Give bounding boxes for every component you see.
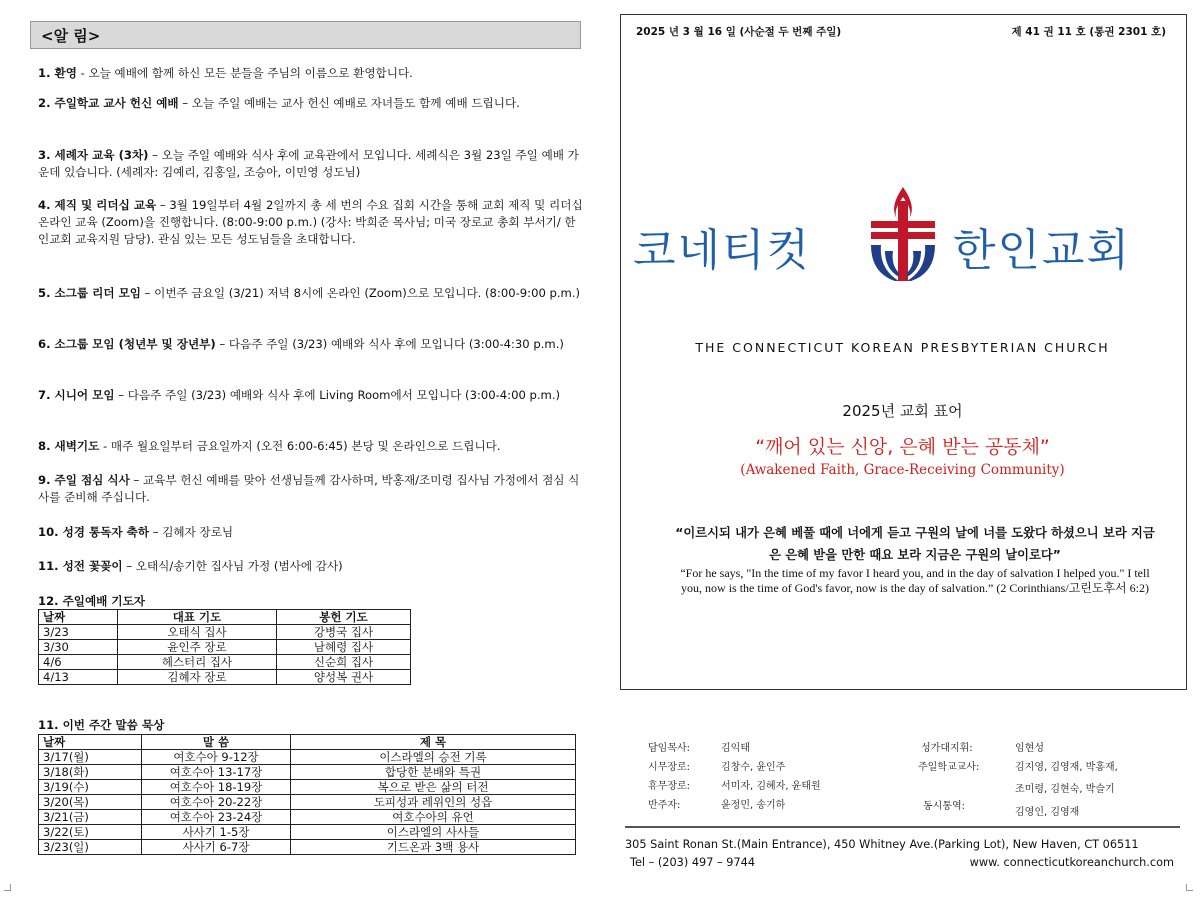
church-name-korean-left: 코네티컷 bbox=[633, 225, 812, 276]
page-corner-mark bbox=[4, 884, 11, 891]
motto-english: (Awakened Faith, Grace-Receiving Community) bbox=[740, 462, 1065, 478]
staff-label: 반주자: bbox=[648, 800, 681, 811]
staff-value: 김영인, 김영재 bbox=[1015, 807, 1080, 818]
announcement-item: 11. 성전 꽃꽂이 – 오태식/송기한 집사님 가정 (범사에 감사) bbox=[38, 559, 343, 573]
staff-label: 주일학교교사: bbox=[918, 762, 980, 773]
staff-value: 윤정민, 송기하 bbox=[721, 800, 786, 811]
table-cell: 3/18(화) bbox=[39, 765, 142, 780]
table-cell: 여호수아 9-12장 bbox=[142, 750, 291, 765]
table-cell: 양성복 권사 bbox=[277, 670, 411, 685]
staff-label: 시무장로: bbox=[648, 762, 691, 773]
staff-label: 성가대지휘: bbox=[921, 743, 973, 754]
announcement-item: 10. 성경 통독자 축하 – 김혜자 장로님 bbox=[38, 525, 234, 539]
table-cell: 4/6 bbox=[39, 655, 118, 670]
church-logo-icon bbox=[865, 185, 941, 285]
table-cell: 여호수아 13-17장 bbox=[142, 765, 291, 780]
table-header: 날짜 bbox=[39, 610, 118, 625]
table-cell: 복으로 받은 삶의 터전 bbox=[291, 780, 576, 795]
church-name-korean-right: 한인교회 bbox=[953, 225, 1132, 276]
verse-english: “For he says, "In the time of my favor I heard you, and in the day of salvation I helped you." I tell you, now is the time of God's favor, now is the day of salvation.” (2 Corinthians/고린도후서 6:2) bbox=[680, 566, 1150, 595]
table-cell: 3/23 bbox=[39, 625, 118, 640]
announcement-item: 4. 제직 및 리더십 교육 – 3월 19일부터 4월 2일까지 총 세 번의 수요 집회 시간을 통해 교회 제직 및 리더십 온라인 교육 (Zoom)을 진행합니다. (8:00-9:00 p.m.) (강사: 박희준 목사님; 미국 장로교 총회 부서기/ 한인교회 교육지원 담당). 관심 있는 모든 성도님들을 초대합니다. bbox=[38, 198, 583, 246]
meditation-table-title: 11. 이번 주간 말씀 묵상 bbox=[38, 718, 165, 732]
table-row bbox=[39, 765, 576, 780]
staff-label: 담임목사: bbox=[648, 743, 691, 754]
table-header: 날짜 bbox=[39, 735, 142, 750]
motto-korean: “깨어 있는 신앙, 은혜 받는 공동체” bbox=[755, 436, 1050, 458]
announcement-item: 5. 소그룹 리더 모임 – 이번주 금요일 (3/21) 저녁 8시에 온라인 (Zoom)으로 모입니다. (8:00-9:00 p.m.) bbox=[38, 286, 581, 300]
table-row bbox=[39, 840, 576, 855]
footer-website: www. connecticutkoreanchurch.com bbox=[969, 856, 1174, 869]
table-cell: 여호수아 20-22장 bbox=[142, 795, 291, 810]
table-cell: 3/19(수) bbox=[39, 780, 142, 795]
table-cell: 4/13 bbox=[39, 670, 118, 685]
table-row bbox=[39, 810, 576, 825]
table-row bbox=[39, 625, 411, 640]
table-row bbox=[39, 795, 576, 810]
staff-value: 김창수, 윤인주 bbox=[721, 762, 786, 773]
table-cell: 3/30 bbox=[39, 640, 118, 655]
table-cell: 3/20(목) bbox=[39, 795, 142, 810]
table-cell: 남혜령 집사 bbox=[277, 640, 411, 655]
table-cell: 도피성과 레위인의 성읍 bbox=[291, 795, 576, 810]
notice-header: <알 림> bbox=[30, 21, 581, 49]
table-header: 말 씀 bbox=[142, 735, 291, 750]
announcement-item: 7. 시니어 모임 – 다음주 주일 (3/23) 예배와 식사 후에 Living Room에서 모입니다 (3:00-4:00 p.m.) bbox=[38, 388, 561, 402]
table-header: 봉헌 기도 bbox=[277, 610, 411, 625]
table-cell: 김혜자 장로 bbox=[118, 670, 277, 685]
prayer-table bbox=[38, 609, 411, 685]
table-cell: 이스라엘의 승전 기록 bbox=[291, 750, 576, 765]
table-row bbox=[39, 670, 411, 685]
staff-value: 임현성 bbox=[1015, 743, 1044, 754]
meditation-table bbox=[38, 734, 576, 855]
table-cell: 이스라엘의 사사들 bbox=[291, 825, 576, 840]
table-row bbox=[39, 655, 411, 670]
table-row bbox=[39, 825, 576, 840]
prayer-table-title: 12. 주일예배 기도자 bbox=[38, 594, 146, 608]
staff-label: 동시통역: bbox=[923, 801, 966, 812]
announcement-item: 6. 소그룹 모임 (청년부 및 장년부) – 다음주 주일 (3/23) 예배와 식사 후에 모입니다 (3:00-4:30 p.m.) bbox=[38, 337, 564, 351]
announcement-item: 9. 주일 점심 식사 – 교육부 헌신 예배를 맞아 선생님들께 감사하며, 박홍재/조미령 집사님 가정에서 점심 식사를 준비해 주십니다. bbox=[38, 473, 580, 504]
table-cell: 기드온과 3백 용사 bbox=[291, 840, 576, 855]
motto-title: 2025년 교회 표어 bbox=[842, 402, 963, 420]
issue-number: 제 41 권 11 호 (통권 2301 호) bbox=[1011, 26, 1166, 38]
staff-value: 김지영, 김영재, 박홍재, bbox=[1015, 762, 1118, 773]
staff-label: 휴무장로: bbox=[648, 781, 691, 792]
table-cell: 합당한 분배와 특권 bbox=[291, 765, 576, 780]
table-cell: 신순희 집사 bbox=[277, 655, 411, 670]
table-row bbox=[39, 640, 411, 655]
footer-phone: Tel – (203) 497 – 9744 bbox=[630, 856, 756, 869]
table-cell: 윤인주 장로 bbox=[118, 640, 277, 655]
table-cell: 3/22(토) bbox=[39, 825, 142, 840]
page-corner-mark bbox=[1186, 884, 1193, 891]
table-header-row bbox=[39, 610, 411, 625]
table-cell: 헤스터리 집사 bbox=[118, 655, 277, 670]
footer-address: 305 Saint Ronan St.(Main Entrance), 450 Whitney Ave.(Parking Lot), New Haven, CT 06511 bbox=[625, 838, 1139, 851]
table-header: 제 목 bbox=[291, 735, 576, 750]
bulletin-date: 2025 년 3 월 16 일 (사순절 두 번째 주일) bbox=[636, 26, 842, 38]
table-cell: 여호수아의 유언 bbox=[291, 810, 576, 825]
announcement-item: 1. 환영 - 오늘 예배에 함께 하신 모든 분들을 주님의 이름으로 환영합니다. bbox=[38, 66, 413, 80]
verse-korean: “이르시되 내가 은혜 베풀 때에 너에게 듣고 구원의 날에 너를 도왔다 하셨으니 보라 지금은 은혜 받을 만한 때요 보라 지금은 구원의 날이로다” bbox=[675, 526, 1155, 562]
table-cell: 사사기 1-5장 bbox=[142, 825, 291, 840]
table-row bbox=[39, 750, 576, 765]
table-cell: 여호수아 23-24장 bbox=[142, 810, 291, 825]
table-cell: 오태식 집사 bbox=[118, 625, 277, 640]
table-header-row bbox=[39, 735, 576, 750]
table-cell: 3/21(금) bbox=[39, 810, 142, 825]
announcement-item: 2. 주일학교 교사 헌신 예배 – 오늘 주일 예배는 교사 헌신 예배로 자녀들도 함께 예배 드립니다. bbox=[38, 96, 520, 110]
staff-value: 김익태 bbox=[721, 743, 750, 754]
church-name-english: THE CONNECTICUT KOREAN PRESBYTERIAN CHURCH bbox=[695, 340, 1110, 355]
table-header: 대표 기도 bbox=[118, 610, 277, 625]
staff-value: 서미자, 김혜자, 윤태원 bbox=[721, 781, 821, 792]
staff-value: 조미령, 김현숙, 박슬기 bbox=[1015, 784, 1115, 795]
announcement-item: 3. 세례자 교육 (3차) – 오늘 주일 예배와 식사 후에 교육관에서 모입니다. 세례식은 3월 23일 주일 예배 가운데 있습니다. (세례자: 김예리, 김홍일, 조승아, 이민영 성도님) bbox=[38, 148, 579, 179]
table-cell: 3/23(일) bbox=[39, 840, 142, 855]
table-row bbox=[39, 780, 576, 795]
table-cell: 여호수아 18-19장 bbox=[142, 780, 291, 795]
footer-divider bbox=[625, 826, 1180, 828]
table-cell: 3/17(월) bbox=[39, 750, 142, 765]
announcement-item: 8. 새벽기도 - 매주 월요일부터 금요일까지 (오전 6:00-6:45) 본당 및 온라인으로 드립니다. bbox=[38, 439, 501, 453]
table-cell: 강병국 집사 bbox=[277, 625, 411, 640]
table-cell: 사사기 6-7장 bbox=[142, 840, 291, 855]
